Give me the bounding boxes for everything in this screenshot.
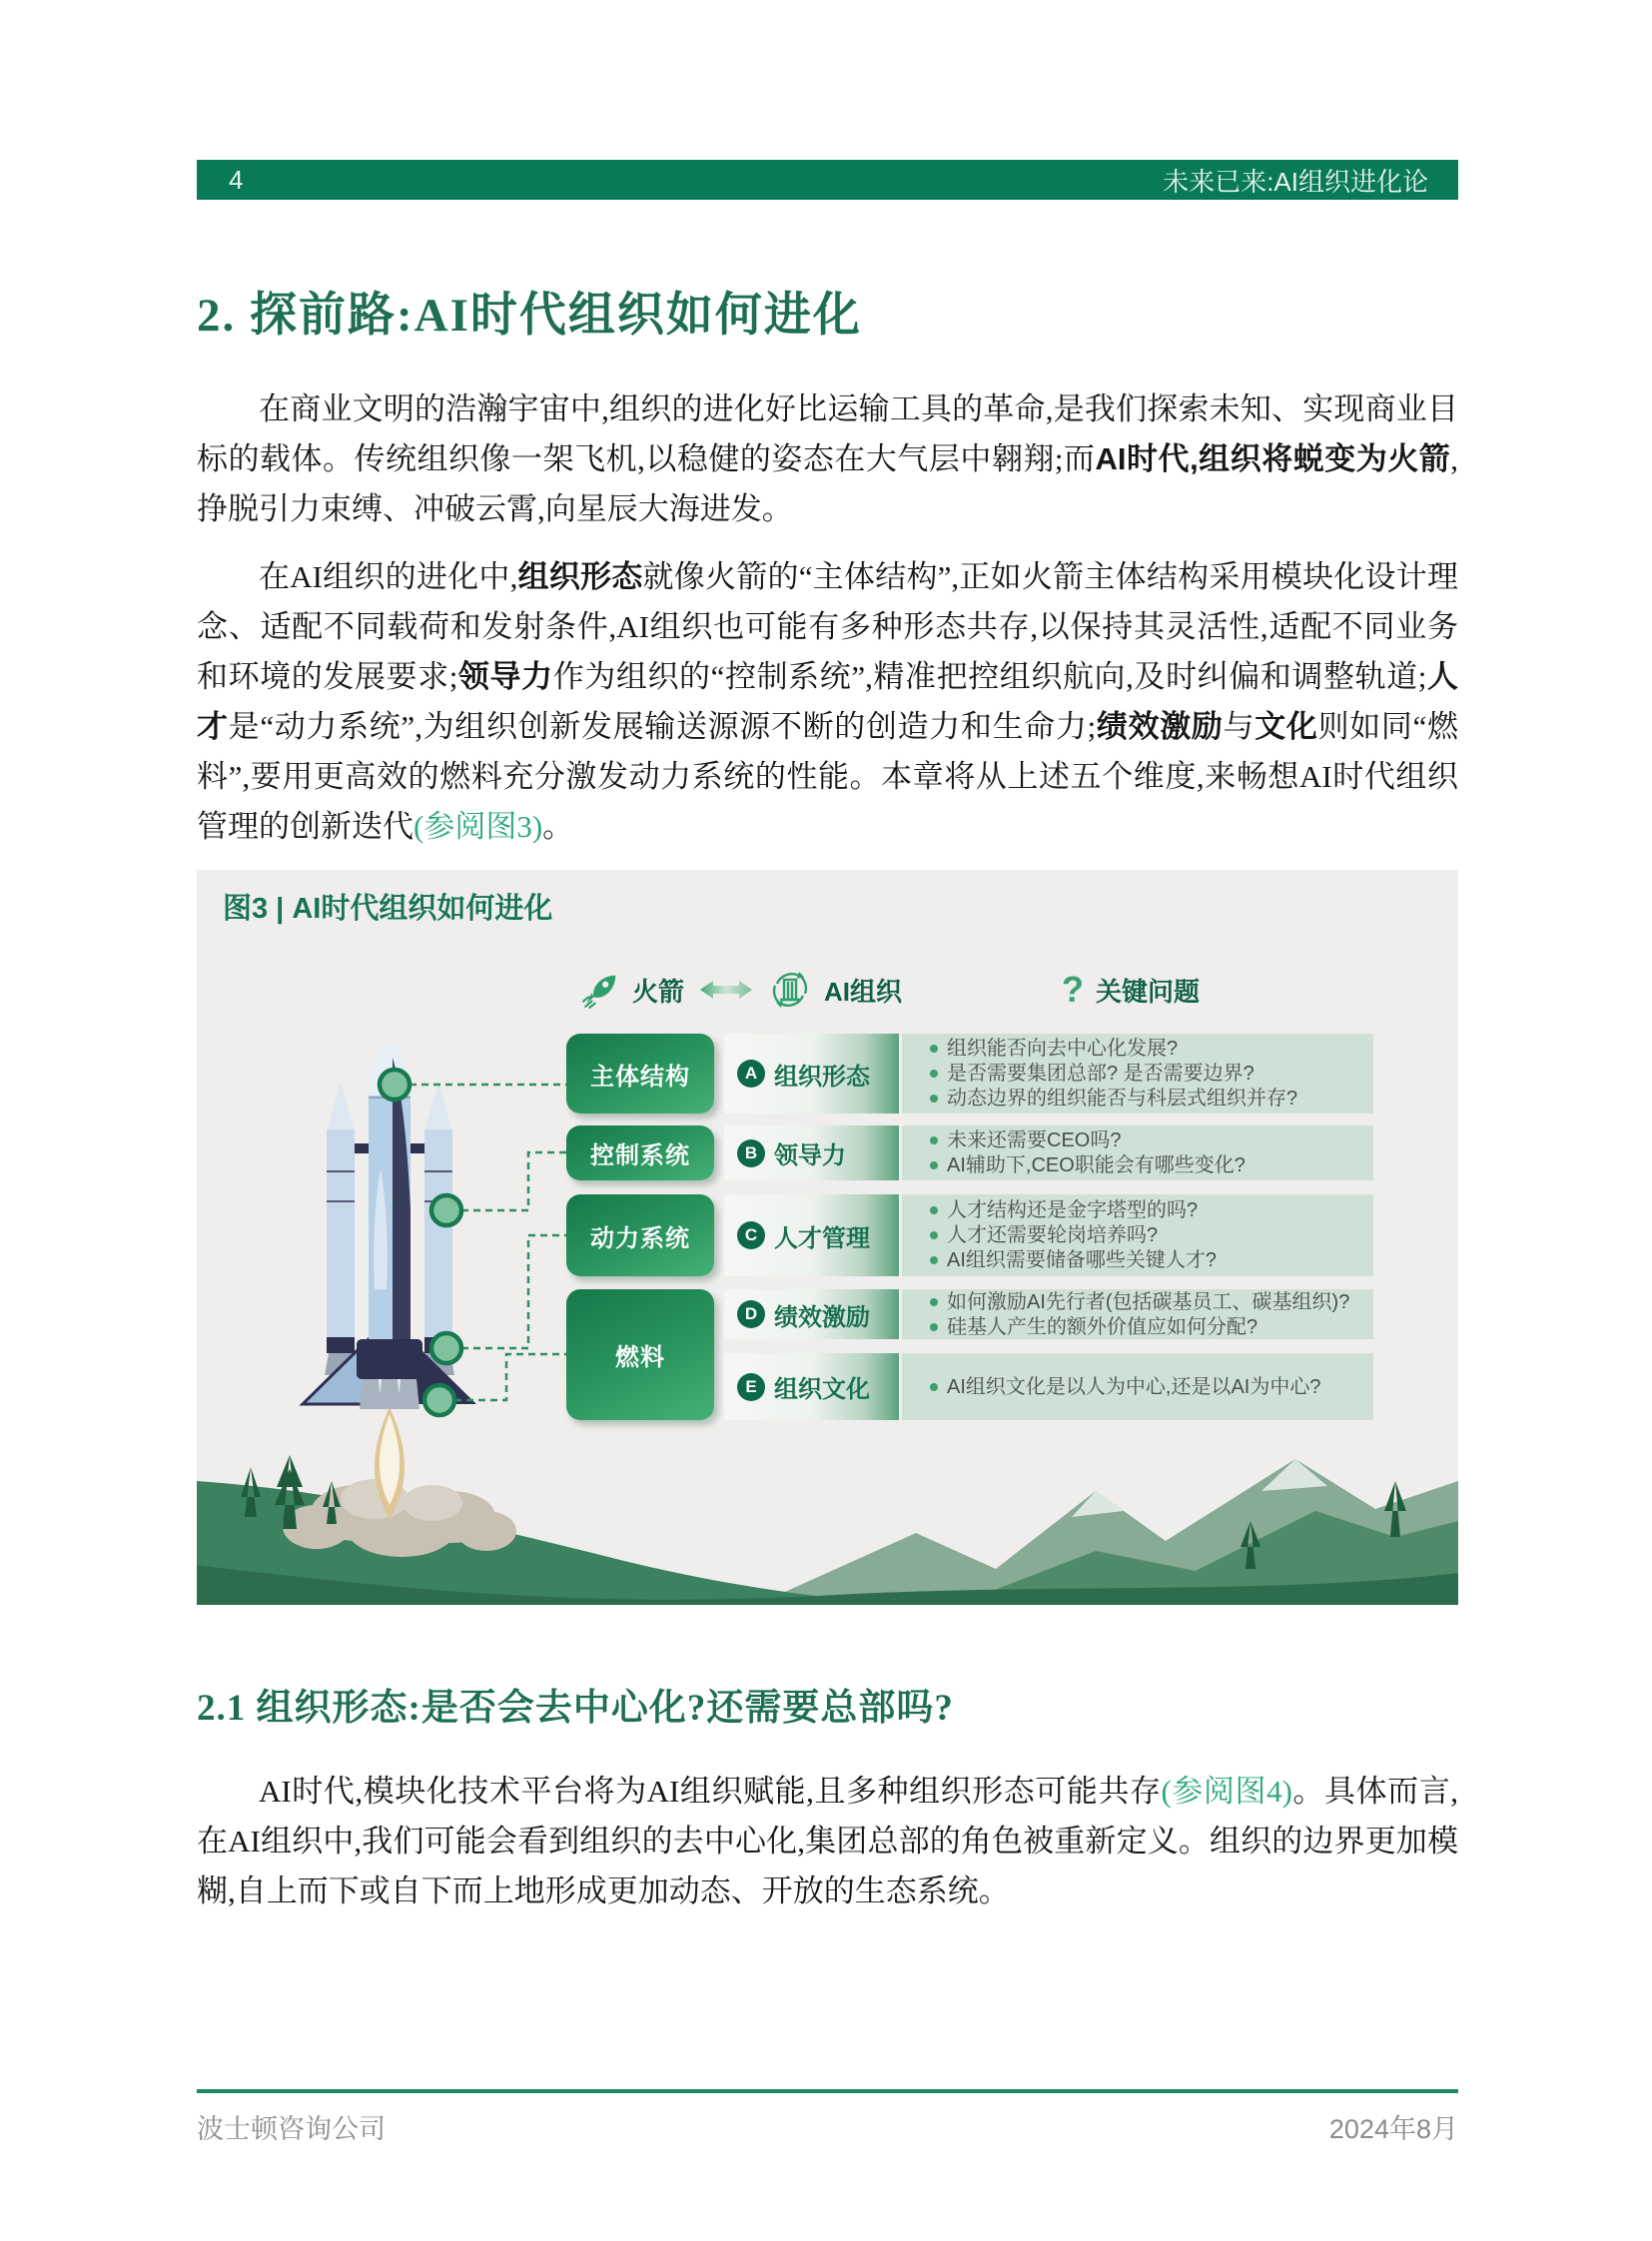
letter-badge-e: E [737,1373,765,1401]
section-2-title: 2. 探前路:AI时代组织如何进化 [197,290,862,342]
p2-t3: 是“动力系统”,为组织创新发展输送源源不断的创造力和生命力; [228,709,1097,744]
p2-t6: 。 [542,809,574,844]
paragraph-1-text-2: ,挣脱引力束缚、冲破云霄,向星辰大海进发。 [197,441,1458,526]
question-item: 未来还需要CEO吗? [930,1128,1363,1152]
question-item: 是否需要集团总部? 是否需要边界? [930,1062,1363,1086]
question-item: 组织能否向去中心化发展? [930,1037,1363,1061]
question-item: 人才结构还是金字塔型的吗? [930,1198,1363,1222]
question-list-a [902,1034,1373,1114]
ref-link-figure-4[interactable]: (参阅图4) [1161,1774,1292,1809]
page-footer [197,2089,1458,2146]
question-item: 如何激励AI先行者(包括碳基员工、碳基组织)? [930,1290,1363,1314]
header-title: 未来已来:AI组织进化论 [1163,166,1428,197]
p2-b0: 组织形态 [517,559,643,594]
p2-t2: 作为组织的“控制系统”,精准把控组织航向,及时纠偏和调整轨道; [552,659,1427,694]
p2-t0: 在AI组织的进化中, [259,559,518,594]
p3-t1: 。具体而言,在AI组织中,我们可能会看到组织的去中心化,集团总部的角色被重新定义。组织的边界更加模糊,自上而下或自下而上地形成更加动态、开放的生态系统。 [197,1774,1458,1908]
p2-t5: 则如同“燃料”,要用更高效的燃料充分激发动力系统的性能。本章将从上述五个维度,来畅想AI时代组织管理的创新迭代 [197,709,1459,844]
rocket-part-box-control [566,1125,714,1180]
p2-b4: 文化 [1254,709,1318,744]
p2-t4: 与 [1223,709,1255,744]
org-dimension-b [724,1125,899,1180]
question-item: 动态边界的组织能否与科层式组织并存? [930,1087,1363,1111]
letter-badge-a: A [737,1060,765,1088]
paragraph-3 [197,1767,1458,1916]
p2-b1: 领导力 [457,659,553,694]
letter-badge-b: B [737,1139,765,1167]
letter-badge-d: D [737,1300,765,1328]
dimension-label: 人才管理 [774,1224,870,1252]
question-item: AI辅助下,CEO职能会有哪些变化? [930,1153,1363,1177]
part-label: 动力系统 [590,1224,690,1252]
footer-date: 2024年8月 [1328,2114,1458,2144]
letter-badge-c: C [737,1221,765,1249]
part-label: 燃料 [615,1344,665,1371]
question-mark-icon: ? [1062,969,1084,1010]
paragraph-2 [197,552,1458,852]
question-list-b [902,1125,1373,1180]
p3-t0: AI时代,模块化技术平台将为AI组织赋能,且多种组织形态可能共存 [259,1774,1162,1809]
rocket-icon [582,971,620,1009]
figure-legend-right [1062,966,1200,1014]
figure-legend-left [582,966,902,1014]
p2-b2: 人才 [197,659,1458,744]
double-arrow-icon [700,978,752,1002]
figure-3 [197,870,1458,1605]
page-header-bar [197,160,1458,200]
part-label: 控制系统 [590,1142,690,1169]
rocket-part-box-fuel [566,1289,714,1420]
org-cycle-icon [768,968,812,1012]
page-number: 4 [229,164,244,195]
paragraph-1 [197,384,1458,534]
legend-org-label: AI组织 [824,976,903,1007]
footer-company: 波士顿咨询公司 [197,2114,386,2144]
rocket-part-box-power [566,1194,714,1276]
paragraph-1-bold: AI时代,组织将蜕变为火箭 [1095,441,1451,476]
dimension-label: 绩效激励 [774,1303,870,1331]
question-item: 硅基人产生的额外价值应如何分配? [930,1315,1363,1339]
dimension-label: 组织形态 [774,1063,870,1091]
org-dimension-d [724,1289,899,1339]
p2-b3: 绩效激励 [1096,709,1224,744]
p2-t1: 就像火箭的“主体结构”,正如火箭主体结构采用模块化设计理念、适配不同载荷和发射条件,AI组织也可能有多种形态共存,以保持其灵活性,适配不同业务和环境的发展要求; [197,559,1458,694]
rocket-part-box-structure [566,1034,714,1114]
legend-questions-label: 关键问题 [1096,976,1201,1007]
question-item: AI组织文化是以人为中心,还是以AI为中心? [930,1375,1363,1399]
figure-title: 图3 | AI时代组织如何进化 [223,893,553,925]
legend-rocket-label: 火箭 [632,976,685,1007]
question-item: 人才还需要轮岗培养吗? [930,1223,1363,1247]
org-dimension-c [724,1194,899,1276]
dimension-label: 组织文化 [774,1376,870,1403]
paragraph-1-text: 在商业文明的浩瀚宇宙中,组织的进化好比运输工具的革命,是我们探索未知、实现商业目标的载体。传统组织像一架飞机,以稳健的姿态在大气层中翱翔;而 [197,391,1458,476]
question-list-c [902,1194,1373,1276]
section-2-1-title: 2.1 组织形态:是否会去中心化?还需要总部吗? [197,1688,954,1729]
part-label: 主体结构 [590,1063,690,1091]
question-item: AI组织需要储备哪些关键人才? [930,1248,1363,1272]
question-list-d [902,1289,1373,1339]
org-dimension-e [724,1353,899,1420]
dimension-label: 领导力 [774,1142,846,1169]
question-list-e [902,1353,1373,1420]
org-dimension-a [724,1034,899,1114]
ref-link-figure-3[interactable]: (参阅图3) [413,809,543,844]
